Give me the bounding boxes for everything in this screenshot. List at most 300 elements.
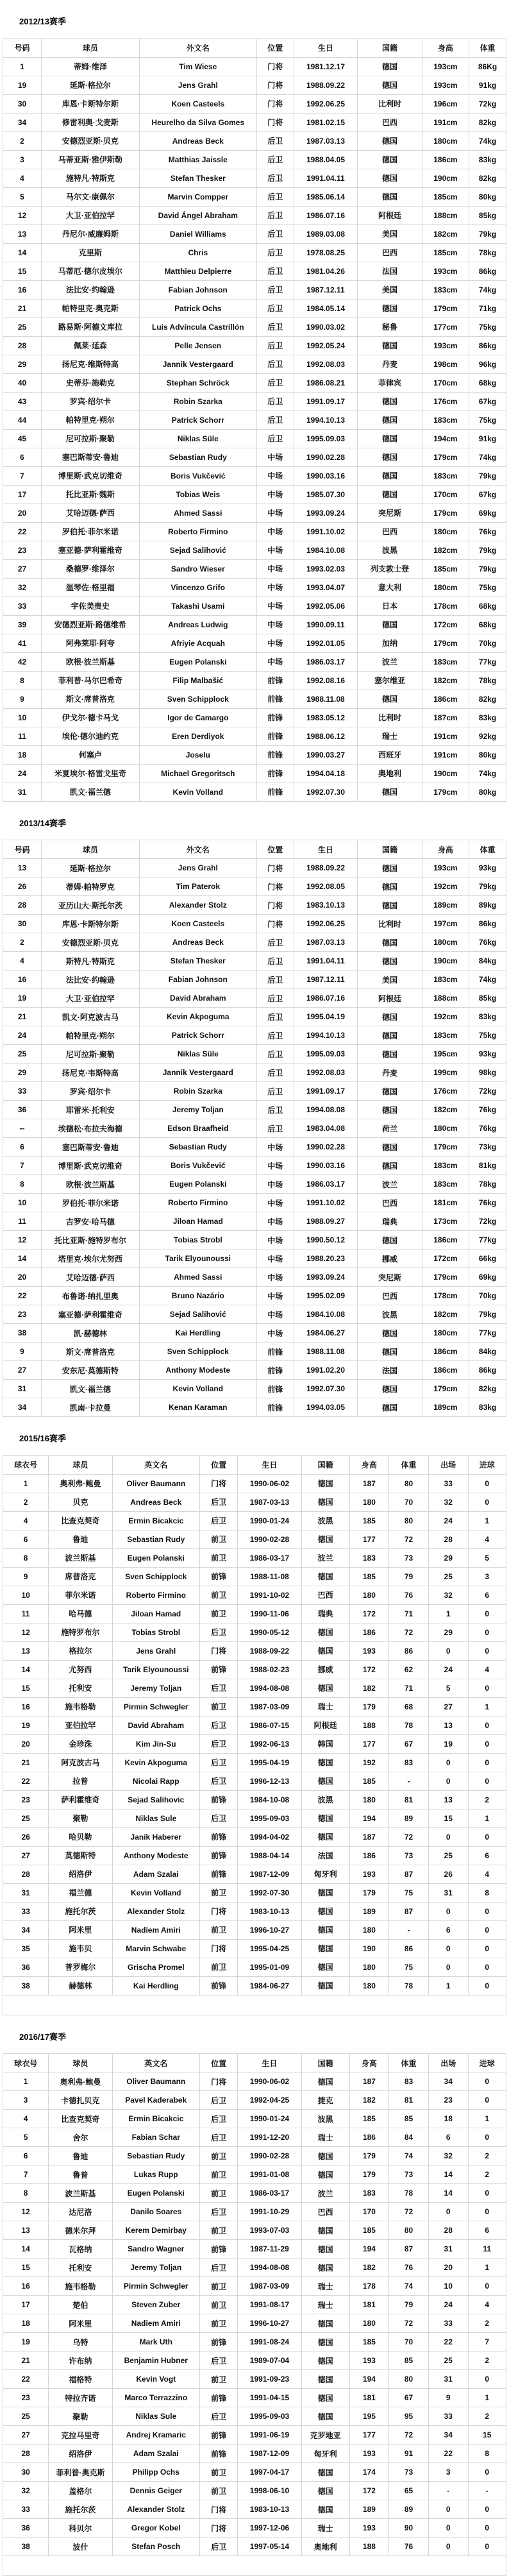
table-cell: 180 (349, 1920, 389, 1939)
table-cell: 韩国 (301, 1734, 349, 1753)
table-cell: Roberto Firmino (139, 522, 256, 541)
table-cell: 哈贝勒 (49, 1827, 112, 1846)
table-row (3, 690, 506, 708)
table-row (3, 952, 506, 970)
table-cell: 德国 (358, 1380, 422, 1398)
table-cell: Eugen Polanski (112, 2184, 199, 2203)
table-cell: 阿米里 (49, 1920, 112, 1939)
table-cell: 15 (3, 262, 42, 280)
table-cell: 前锋 (199, 2333, 237, 2351)
table-cell: 182cm (422, 671, 469, 690)
table-cell: Niklas Süle (139, 429, 256, 448)
table-cell: 马蒂厄·德尔皮埃尔 (42, 262, 140, 280)
table-cell: 绍洛伊 (49, 2445, 112, 2463)
table-cell: 186cm (422, 1361, 469, 1380)
table-cell: 176cm (422, 1082, 469, 1101)
table-cell: 1994.03.05 (294, 1398, 358, 1417)
table-cell: 1995.02.09 (294, 1287, 358, 1305)
table-cell: 后卫 (256, 355, 294, 373)
table-cell: 后卫 (256, 1101, 294, 1119)
table-cell: 1998-06-10 (238, 2482, 301, 2500)
table-cell: 美国 (358, 970, 422, 989)
table-cell: 波黑 (301, 2110, 349, 2128)
table-cell: Kenan Karaman (139, 1398, 256, 1417)
table-cell: Filip Malbašić (139, 671, 256, 690)
table-cell: 德国 (301, 1939, 349, 1958)
table-cell: 后卫 (256, 1045, 294, 1063)
table-cell: 1992.08.16 (294, 671, 358, 690)
table-cell: 3 (468, 1567, 506, 1586)
table-cell: Nadiem Amiri (112, 1920, 199, 1939)
table-cell: 80kg (469, 783, 506, 801)
table-cell: 扬尼克·维斯特高 (42, 355, 140, 373)
table-cell: 门将 (256, 57, 294, 76)
table-cell: 后卫 (199, 2351, 237, 2370)
table-cell: 179 (349, 1883, 389, 1902)
table-cell: 24 (428, 1660, 468, 1679)
table-cell: 182cm (422, 1305, 469, 1324)
table-cell: 前卫 (199, 2221, 237, 2240)
table-cell: Koen Casteels (139, 94, 256, 113)
table-row (3, 411, 506, 429)
table-cell: 萨利霍维奇 (49, 1790, 112, 1809)
table-cell: 187cm (422, 708, 469, 727)
table-cell: 183cm (422, 280, 469, 299)
table-cell: 33 (3, 2500, 49, 2519)
table-cell: 中场 (256, 1268, 294, 1287)
table-cell: 31 (428, 2370, 468, 2389)
column-header: 国籍 (358, 840, 422, 859)
table-row (3, 1623, 506, 1641)
table-row (3, 299, 506, 318)
table-cell: 0 (468, 1623, 506, 1641)
table-row (3, 1119, 506, 1138)
table-cell: Heurelho da Silva Gomes (139, 113, 256, 131)
table-row (3, 1548, 506, 1567)
table-row (3, 1026, 506, 1045)
table-row (3, 1958, 506, 1976)
table-cell: 181 (349, 2296, 389, 2314)
table-cell: 24 (3, 764, 42, 783)
table-cell: 15 (3, 2258, 49, 2277)
table-cell: 195 (349, 2407, 389, 2426)
table-cell: 183cm (422, 652, 469, 671)
table-cell: 罗伯托·菲尔米诺 (42, 1194, 140, 1212)
table-cell: 德国 (358, 1398, 422, 1417)
table-cell: 前卫 (199, 2463, 237, 2482)
table-cell: 温琴佐·格里福 (42, 578, 140, 597)
table-cell: 德国 (358, 1101, 422, 1119)
table-cell: 比利时 (358, 708, 422, 727)
table-cell: 德国 (358, 169, 422, 187)
table-cell: 71 (389, 1679, 429, 1697)
table-cell: Eugen Polanski (139, 1175, 256, 1194)
table-cell: 艾哈迈德·萨西 (42, 504, 140, 522)
table-cell: Roberto Firmino (112, 1586, 199, 1604)
table-cell: 85kg (469, 989, 506, 1008)
table-row (3, 2221, 506, 2240)
table-cell: 宇佐美贵史 (42, 597, 140, 615)
table-cell: Niklas Sule (112, 2407, 199, 2426)
table-cell: 22 (3, 522, 42, 541)
table-cell: 塞巴斯蒂安·鲁迪 (42, 448, 140, 466)
table-cell: Matthieu Delpierre (139, 262, 256, 280)
table-cell: 187 (349, 1827, 389, 1846)
table-cell: 帕特里克·朔尔 (42, 411, 140, 429)
table-cell: 0 (468, 1641, 506, 1660)
table-cell: 瑞士 (301, 2277, 349, 2296)
table-cell: 7 (3, 2165, 49, 2184)
table-cell: 后卫 (256, 262, 294, 280)
table-cell: 33 (3, 597, 42, 615)
table-cell: 22 (3, 1772, 49, 1790)
table-cell: 后卫 (199, 1623, 237, 1641)
table-cell: 1 (468, 1697, 506, 1716)
table-cell: 前卫 (199, 2147, 237, 2165)
table-cell: 80 (389, 2370, 429, 2389)
table-row (3, 896, 506, 915)
table-cell: 1995-09-03 (238, 2407, 301, 2426)
table-cell: 1992.05.24 (294, 336, 358, 355)
table-cell: Jens Grahl (112, 1641, 199, 1660)
table-cell: 23 (428, 2091, 468, 2110)
table-cell: 托比亚斯·施特罗布尔 (42, 1231, 140, 1250)
table-cell: 门将 (256, 859, 294, 877)
table-row (3, 355, 506, 373)
table-cell: 1986-03-17 (238, 2184, 301, 2203)
table-cell: Stefan Posch (112, 2538, 199, 2556)
table-cell: 米夏埃尔·格雷戈里奇 (42, 764, 140, 783)
table-cell: 9 (428, 2389, 468, 2407)
table-cell: 76 (389, 2258, 429, 2277)
table-cell: 16 (3, 280, 42, 299)
table-cell: 189cm (422, 896, 469, 915)
table-cell: 0 (468, 2184, 506, 2203)
table-row (3, 2165, 506, 2184)
table-cell: 193 (349, 1865, 389, 1883)
table-cell: 聚勒 (49, 1809, 112, 1827)
table-cell: 鲁普 (49, 2165, 112, 2184)
table-cell: 1990.03.02 (294, 318, 358, 336)
table-cell: Robin Szarka (139, 392, 256, 411)
table-cell: 6 (468, 2221, 506, 2240)
season-title: 2012/13赛季 (19, 17, 66, 26)
table-cell: 1986-07-15 (238, 1716, 301, 1734)
table-cell: 33 (428, 2407, 468, 2426)
table-cell: 185 (349, 2333, 389, 2351)
table-cell: 82kg (469, 1380, 506, 1398)
table-cell: 1990-02-28 (238, 1530, 301, 1548)
table-cell: 33 (428, 1474, 468, 1493)
table-cell: 79kg (469, 559, 506, 578)
table-cell: 181cm (422, 1194, 469, 1212)
table-cell: 博里斯·武克切维奇 (42, 1157, 140, 1175)
table-cell: 182 (349, 1679, 389, 1697)
table-cell: 布鲁诺·纳扎里奥 (42, 1287, 140, 1305)
table-cell: 安东尼·莫德斯特 (42, 1361, 140, 1380)
table-cell: 11 (3, 1212, 42, 1231)
table-cell: 德国 (301, 1753, 349, 1772)
table-cell: 后卫 (256, 429, 294, 448)
table-row (3, 859, 506, 877)
table-row (3, 2314, 506, 2333)
table-cell: 1981.12.17 (294, 57, 358, 76)
table-cell: Kevin Vogt (112, 2370, 199, 2389)
table-cell: 179cm (422, 1268, 469, 1287)
table-cell: 10 (428, 2277, 468, 2296)
table-cell: 194 (349, 1809, 389, 1827)
table-cell: 84kg (469, 952, 506, 970)
table-cell: 塞尔维亚 (358, 671, 422, 690)
table-cell: 172cm (422, 1250, 469, 1268)
table-cell: 20 (3, 504, 42, 522)
table-cell: Takashi Usami (139, 597, 256, 615)
table-cell: Ahmed Sassi (139, 1268, 256, 1287)
table-row (3, 1511, 506, 1530)
table-row (3, 1082, 506, 1101)
table-cell: 德国 (301, 1827, 349, 1846)
table-cell: 31 (428, 1883, 468, 1902)
table-cell: 门将 (199, 2500, 237, 2519)
table-cell: 75kg (469, 318, 506, 336)
table-cell: Anthony Modeste (139, 1361, 256, 1380)
table-cell: 奥利弗·鲍曼 (49, 1474, 112, 1493)
table-row (3, 2258, 506, 2277)
table-cell: 38 (3, 1324, 42, 1343)
table-cell: 79 (389, 2296, 429, 2314)
table-row (3, 2110, 506, 2128)
table-cell: 190 (349, 1939, 389, 1958)
table-cell: 前卫 (199, 1604, 237, 1623)
table-cell: 德国 (301, 1920, 349, 1939)
table-cell: 4 (468, 1865, 506, 1883)
table-cell: 德国 (358, 933, 422, 952)
table-cell: 阿根廷 (301, 1716, 349, 1734)
table-cell: 22 (3, 1287, 42, 1305)
table-cell: 1997-12-06 (238, 2519, 301, 2538)
table-cell: 8 (468, 2445, 506, 2463)
table-cell: 68 (389, 1697, 429, 1716)
table-cell: 41 (3, 634, 42, 652)
table-cell: 31 (3, 1380, 42, 1398)
table-cell: 波兰 (358, 1175, 422, 1194)
header-row (3, 38, 506, 57)
table-cell: 中场 (256, 1212, 294, 1231)
table-cell: 182 (349, 2091, 389, 2110)
table-cell: 施韦贝 (49, 1939, 112, 1958)
table-cell: 0 (428, 1902, 468, 1920)
table-cell: 1987-03-09 (238, 2277, 301, 2296)
column-header: 体重 (389, 1455, 429, 1474)
table-cell: 凯文·福兰德 (42, 783, 140, 801)
table-cell: 1 (3, 57, 42, 76)
table-row (3, 1772, 506, 1790)
table-row (3, 1194, 506, 1212)
table-cell: 13 (428, 1716, 468, 1734)
table-cell: Tim Paterok (139, 877, 256, 896)
table-cell: 施韦格勒 (49, 2277, 112, 2296)
table-cell: 28 (3, 896, 42, 915)
table-cell: 1986.03.17 (294, 652, 358, 671)
table-cell: 德国 (358, 485, 422, 504)
table-cell: 1990.03.27 (294, 745, 358, 764)
table-cell: 180cm (422, 933, 469, 952)
table-cell: Nadiem Amiri (112, 2314, 199, 2333)
table-row (3, 541, 506, 559)
table-cell: 蒂姆·帕特罗克 (42, 877, 140, 896)
table-cell: 1983.04.08 (294, 1119, 358, 1138)
column-header: 位置 (199, 2054, 237, 2072)
table-cell: 1993.02.03 (294, 559, 358, 578)
table-cell: 巴西 (301, 2203, 349, 2221)
table-row (3, 1212, 506, 1231)
table-cell: 前卫 (199, 1548, 237, 1567)
table-cell: 0 (468, 1958, 506, 1976)
table-cell: 后卫 (256, 150, 294, 169)
table-row (3, 1493, 506, 1511)
table-row (3, 1305, 506, 1324)
table-cell: Alexander Stolz (139, 896, 256, 915)
table-cell: Patrick Ochs (139, 299, 256, 318)
table-cell: 6 (3, 1530, 49, 1548)
table-cell: 德国 (301, 1902, 349, 1920)
table-cell: 44 (3, 411, 42, 429)
table-cell: 34 (3, 1398, 42, 1417)
table-cell: 29 (3, 1063, 42, 1082)
header-row (3, 840, 506, 859)
table-cell: 后卫 (256, 336, 294, 355)
table-cell: 80kg (469, 745, 506, 764)
table-cell: 德国 (358, 1231, 422, 1250)
column-header: 球员 (49, 1455, 112, 1474)
table-cell: 1995.09.03 (294, 429, 358, 448)
table-cell: 1992-04-25 (238, 2091, 301, 2110)
table-cell: 瑞士 (358, 727, 422, 745)
table-cell: 后卫 (256, 970, 294, 989)
table-cell: 83kg (469, 708, 506, 727)
table-cell: 1987.12.11 (294, 280, 358, 299)
table-cell: 10 (3, 708, 42, 727)
table-cell: 20 (3, 1268, 42, 1287)
table-cell: 32 (428, 2147, 468, 2165)
table-cell: 7 (3, 466, 42, 485)
table-cell: 德国 (358, 448, 422, 466)
table-cell: Pirmin Schwegler (112, 2277, 199, 2296)
table-cell: 巴西 (358, 1194, 422, 1212)
table-cell: Sebastian Rudy (112, 2147, 199, 2165)
table-cell: 0 (468, 1734, 506, 1753)
table-cell: 鲁迪 (49, 1530, 112, 1548)
table-cell: 1997-05-14 (238, 2538, 301, 2556)
table-cell: 179 (349, 2165, 389, 2184)
table-cell: 10 (3, 1194, 42, 1212)
table-cell: 塞亚德·萨利霍维奇 (42, 541, 140, 559)
table-cell: 0 (428, 2500, 468, 2519)
table-cell: 0 (468, 1827, 506, 1846)
column-header: 国籍 (301, 1455, 349, 1474)
table-cell: 4 (468, 1530, 506, 1548)
table-cell: Koen Casteels (139, 915, 256, 933)
table-cell: 舍尔 (49, 2128, 112, 2147)
table-cell: 0 (468, 2370, 506, 2389)
table-cell: 76kg (469, 1194, 506, 1212)
table-cell: 1992.05.06 (294, 597, 358, 615)
table-cell: Danilo Soares (112, 2203, 199, 2221)
table-cell: 大卫·亚伯拉罕 (42, 206, 140, 225)
table-cell: 26 (428, 1865, 468, 1883)
table-cell: 185 (349, 2221, 389, 2240)
table-cell: 193cm (422, 57, 469, 76)
table-cell: 前锋 (199, 1976, 237, 1995)
table-cell: 法国 (358, 262, 422, 280)
table-cell: 1984.06.27 (294, 1324, 358, 1343)
column-header: 进球 (468, 2054, 506, 2072)
table-cell: 1983-10-13 (238, 1902, 301, 1920)
table-row (3, 2091, 506, 2110)
table-cell: 192cm (422, 877, 469, 896)
table-cell: 德国 (301, 2351, 349, 2370)
table-cell: 1989.03.08 (294, 225, 358, 243)
table-cell: 德国 (358, 429, 422, 448)
table-cell: 173cm (422, 1212, 469, 1231)
table-cell: 180 (349, 1976, 389, 1995)
table-cell: 194 (349, 2240, 389, 2258)
table-cell: 45 (3, 429, 42, 448)
table-cell: 罗宾·绍尔卡 (42, 1082, 140, 1101)
table-wrap (3, 1455, 506, 2015)
table-cell: 瑞士 (301, 2128, 349, 2147)
table-cell: 1987-12-09 (238, 2445, 301, 2463)
table-cell: 0 (428, 1939, 468, 1958)
table-cell: 前锋 (199, 1827, 237, 1846)
table-cell: 2 (3, 933, 42, 952)
table-cell: 后卫 (199, 1716, 237, 1734)
table-cell: 188 (349, 1716, 389, 1734)
table-cell: Nicolai Rapp (112, 1772, 199, 1790)
table-cell: 凯·赫德林 (42, 1324, 140, 1343)
table-cell: 193cm (422, 859, 469, 877)
table-cell: 前卫 (199, 2314, 237, 2333)
table-cell: Kevin Volland (139, 783, 256, 801)
table-cell: 中场 (256, 448, 294, 466)
table-cell: 85 (389, 2110, 429, 2128)
table-cell: 1988.20.23 (294, 1250, 358, 1268)
table-cell: 180cm (422, 1119, 469, 1138)
table-cell: 福兰德 (49, 1883, 112, 1902)
table-cell: 德国 (301, 1958, 349, 1976)
table-cell: 比利时 (358, 94, 422, 113)
table-cell: 67 (389, 1734, 429, 1753)
table-cell: 德国 (301, 2463, 349, 2482)
table-cell: 21 (3, 2351, 49, 2370)
table-cell: 177 (349, 1734, 389, 1753)
table-cell: 180 (349, 2314, 389, 2333)
column-header: 出场 (428, 2054, 468, 2072)
table-cell: 12 (3, 1231, 42, 1250)
table-row (3, 727, 506, 745)
column-header: 号码 (3, 840, 42, 859)
table-row (3, 1865, 506, 1883)
table-cell: 中场 (256, 541, 294, 559)
table-cell: 183cm (422, 1175, 469, 1194)
table-cell: 0 (468, 2538, 506, 2556)
table-cell: 1984.10.08 (294, 541, 358, 559)
table-cell: 德国 (301, 2370, 349, 2389)
table-cell: 73 (389, 1548, 429, 1567)
table-cell: 30 (3, 94, 42, 113)
table-cell: 75 (389, 1958, 429, 1976)
table-cell: 1986-03-17 (238, 1548, 301, 1567)
